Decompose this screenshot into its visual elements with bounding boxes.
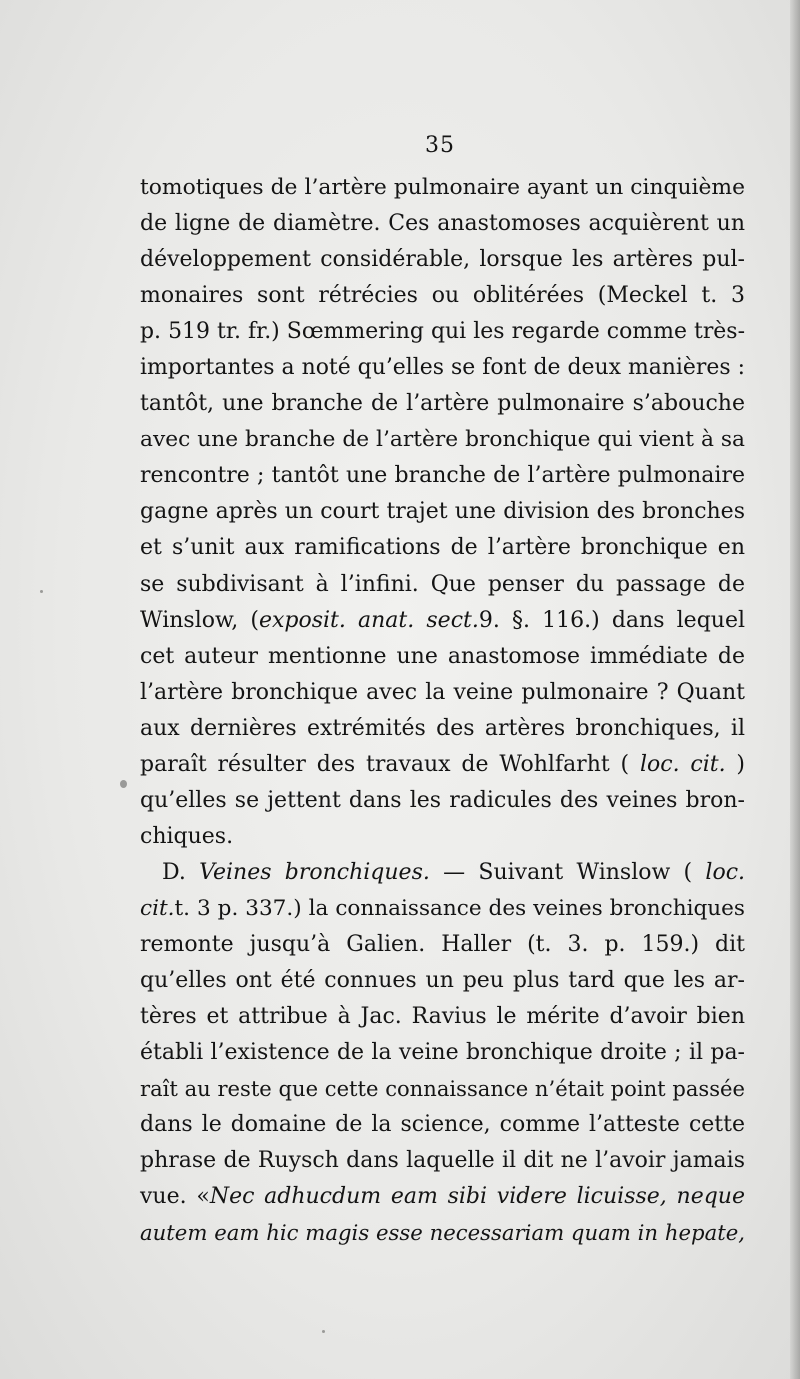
- text-line: [140, 855, 745, 891]
- text-line: [140, 711, 745, 747]
- text-line: [140, 242, 745, 278]
- text-segment: cet auteur mentionne une anastomose immédiate de: [140, 643, 745, 669]
- italic-text: cit.: [140, 895, 175, 921]
- text-segment: tantôt, une branche de l’artère pulmonaire s’abouche: [140, 391, 745, 417]
- text-segment: importantes a noté qu’elles se font de deux manières :: [140, 355, 745, 381]
- text-segment: raît au reste que cette connaissance n’était point passée: [140, 1076, 745, 1102]
- text-segment: vue. «: [140, 1184, 210, 1210]
- text-segment: ): [725, 751, 746, 777]
- text-line: [140, 530, 745, 566]
- text-segment: avec une branche de l’artère bronchique qui vient à sa: [140, 427, 745, 453]
- text-line: [140, 1071, 745, 1107]
- text-line: [140, 927, 745, 963]
- text-line: [140, 1179, 745, 1215]
- text-line: [140, 603, 745, 639]
- page-number: 35: [425, 133, 455, 158]
- text-segment: remonte jusqu’à Galien. Haller (t. 3. p. 159.) dit: [140, 931, 745, 957]
- text-line: [140, 675, 745, 711]
- text-line: [140, 1035, 745, 1071]
- text-line: [140, 747, 745, 783]
- text-segment: qu’elles se jettent dans les radicules des veines bron-: [140, 787, 745, 813]
- text-segment: chiques.: [140, 823, 234, 849]
- text-line: [140, 494, 745, 530]
- text-segment: tères et attribue à Jac. Ravius le mérite d’avoir bien: [140, 1004, 745, 1030]
- text-line: [140, 639, 745, 675]
- text-segment: qu’elles ont été connues un peu plus tard que les ar-: [140, 968, 745, 994]
- italic-text: loc.: [705, 859, 746, 885]
- text-segment: l’artère bronchique avec la veine pulmonaire ? Quant: [140, 679, 745, 705]
- text-segment: dans le domaine de la science, comme l’atteste cette: [140, 1112, 745, 1138]
- text-segment: p. 519 tr. fr.) Sœmmering qui les regarde comme très-: [140, 319, 745, 345]
- text-segment: t. 3 p. 337.) la connaissance des veines bronchiques: [174, 895, 745, 921]
- text-line: [140, 170, 745, 206]
- text-segment: se subdivisant à l’infini. Que penser du passage de: [140, 571, 745, 597]
- italic-text: Veines bronchiques.: [199, 859, 430, 885]
- text-line: [140, 206, 745, 242]
- text-line: [140, 999, 745, 1035]
- text-line: [140, 963, 745, 999]
- text-line: [140, 278, 745, 314]
- text-segment: monaires sont rétrécies ou oblitérées (Meckel t. 3: [140, 283, 745, 309]
- text-segment: Winslow, (: [140, 607, 259, 633]
- italic-text: loc. cit.: [639, 751, 726, 777]
- text-segment: tomotiques de l’artère pulmonaire ayant un cinquième: [140, 175, 745, 200]
- ink-speck: [322, 1330, 325, 1333]
- text-segment: aux dernières extrémités des artères bronchiques, il: [140, 715, 745, 741]
- text-segment: de ligne de diamètre. Ces anastomoses acquièrent un: [140, 211, 745, 237]
- ink-speck: [40, 590, 43, 593]
- text-segment: développement considérable, lorsque les artères pul-: [140, 247, 745, 273]
- text-line: [140, 350, 745, 386]
- text-line: [140, 1215, 745, 1251]
- text-line: [140, 819, 745, 855]
- italic-text: autem eam hic magis esse necessariam quam in hepate,: [140, 1220, 745, 1246]
- text-segment: gagne après un court trajet une division des bronches: [140, 499, 745, 525]
- text-segment: paraît résulter des travaux de Wohlfarht (: [140, 751, 640, 777]
- text-line: [140, 891, 745, 927]
- text-segment: rencontre ; tantôt une branche de l’artère pulmonaire: [140, 463, 745, 489]
- text-line: [140, 1107, 745, 1143]
- text-line: [140, 1143, 745, 1179]
- text-segment: 9. §. 116.) dans lequel: [478, 607, 746, 633]
- italic-text: Nec adhucdum eam sibi videre licuisse, neque: [209, 1184, 745, 1210]
- text-segment: et s’unit aux ramifications de l’artère bronchique en: [140, 535, 745, 561]
- text-line: [140, 386, 745, 422]
- text-segment: établi l’existence de la veine bronchique droite ; il pa-: [140, 1040, 745, 1066]
- text-segment: — Suivant Winslow (: [429, 859, 706, 885]
- text-segment: phrase de Ruysch dans laquelle il dit ne l’avoir jamais: [140, 1148, 745, 1174]
- italic-text: exposit. anat. sect.: [258, 607, 479, 633]
- body-text: [140, 170, 745, 1251]
- text-line: [140, 567, 745, 603]
- text-line: [140, 314, 745, 350]
- page-edge-shadow: [790, 0, 800, 1379]
- text-line: [140, 422, 745, 458]
- text-line: [140, 458, 745, 494]
- text-segment: D.: [162, 859, 200, 885]
- text-line: [140, 783, 745, 819]
- ink-speck: [120, 780, 127, 788]
